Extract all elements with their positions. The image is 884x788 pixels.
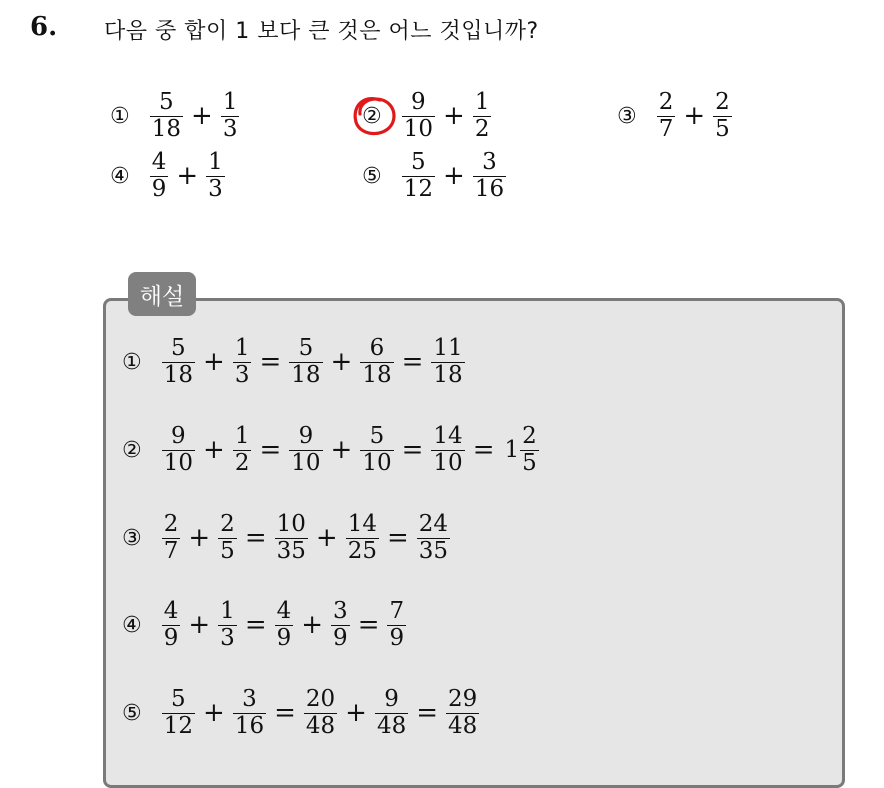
fraction: $\frac{4}{9}$: [163, 598, 179, 651]
fraction: $\frac{2}{7}$: [658, 89, 674, 142]
solution-line-4: [122, 599, 410, 652]
question-text: 다음 중 합이 1 보다 큰 것은 어느 것입니까?: [104, 19, 539, 44]
plus-sign: +: [188, 610, 211, 641]
fraction: $\frac{14}{25}$: [347, 511, 377, 564]
fraction: $\frac{1}{3}$: [220, 598, 235, 651]
plus-sign: +: [191, 101, 213, 132]
solution-line-3: [122, 512, 454, 565]
equals-sign: =: [274, 698, 296, 729]
choice-1[interactable]: [110, 90, 243, 143]
fraction: $\frac{7}{9}$: [389, 598, 405, 651]
choice-1-number: ①: [110, 103, 130, 129]
plus-sign: +: [203, 435, 225, 466]
fraction: $\frac{24}{35}$: [418, 511, 449, 564]
fraction: $\frac{10}{35}$: [276, 511, 306, 564]
fraction: $\frac{4}{9}$: [276, 598, 292, 651]
fraction: $\frac{5}{18}$: [163, 335, 194, 388]
plus-sign: +: [188, 523, 211, 554]
fraction: $\frac{1}{3}$: [234, 335, 250, 388]
solution-number: ①: [122, 349, 142, 375]
fraction: $\frac{9}{48}$: [376, 686, 407, 739]
equals-sign: =: [472, 435, 495, 466]
plus-sign: +: [443, 161, 465, 192]
equals-sign: =: [401, 435, 424, 466]
solution-number: ⑤: [122, 700, 142, 726]
choice-3-number: ③: [617, 103, 637, 129]
fraction: $\frac{9}{10}$: [163, 423, 194, 476]
equals-sign: =: [401, 347, 424, 378]
fraction: $\frac{5}{18}$: [291, 335, 321, 388]
fraction: $\frac{29}{48}$: [448, 686, 478, 739]
fraction: $\frac{9}{10}$: [291, 423, 321, 476]
equals-sign: =: [244, 523, 267, 554]
solution-number: ④: [122, 612, 142, 638]
choice-4[interactable]: [110, 150, 229, 203]
fraction: $\frac{9}{10}$: [403, 89, 434, 142]
fraction: $\frac{1}{3}$: [208, 149, 223, 202]
plus-sign: +: [203, 698, 225, 729]
solution-line-1: [122, 336, 469, 389]
plus-sign: +: [683, 101, 706, 132]
equals-sign: =: [357, 610, 380, 641]
fraction: $\frac{2}{7}$: [163, 511, 179, 564]
solution-number: ②: [122, 437, 142, 463]
mixed-number-whole: 1: [504, 437, 520, 464]
fraction: $\frac{5}{12}$: [403, 149, 434, 202]
plus-sign: +: [176, 161, 199, 192]
fraction: $\frac{11}{18}$: [433, 335, 463, 388]
explanation-label: 해설: [128, 272, 196, 316]
fraction: $\frac{4}{9}$: [151, 149, 167, 202]
solution-line-2: [122, 424, 543, 477]
choice-5[interactable]: [362, 150, 510, 203]
fraction: $\frac{3}{16}$: [474, 149, 505, 202]
choice-5-number: ⑤: [362, 163, 382, 189]
solution-line-5: [122, 687, 483, 740]
fraction: $\frac{1}{2}$: [474, 89, 490, 142]
plus-sign: +: [203, 347, 225, 378]
equals-sign: =: [386, 523, 409, 554]
choice-2[interactable]: [362, 90, 495, 143]
choice-3[interactable]: [617, 90, 736, 143]
equals-sign: =: [259, 347, 282, 378]
fraction: $\frac{3}{9}$: [333, 598, 348, 651]
equals-sign: =: [244, 610, 267, 641]
fraction: $\frac{5}{10}$: [362, 423, 392, 476]
fraction: $\frac{14}{10}$: [433, 423, 463, 476]
fraction: $\frac{5}{12}$: [163, 686, 194, 739]
fraction: $\frac{1}{3}$: [222, 89, 238, 142]
fraction: $\frac{2}{5}$: [715, 89, 730, 142]
solution-number: ③: [122, 525, 142, 551]
fraction: $\frac{1}{2}$: [234, 423, 250, 476]
plus-sign: +: [443, 101, 465, 132]
fraction: $\frac{2}{5}$: [522, 423, 537, 476]
answer-circle-mark: [350, 94, 400, 138]
fraction: $\frac{5}{18}$: [151, 89, 182, 142]
fraction: $\frac{3}{16}$: [234, 686, 265, 739]
plus-sign: +: [330, 435, 353, 466]
plus-sign: +: [345, 698, 367, 729]
fraction: $\frac{2}{5}$: [220, 511, 235, 564]
choice-2-number: ②: [362, 104, 382, 129]
equals-sign: =: [259, 435, 282, 466]
fraction: $\frac{6}{18}$: [362, 335, 392, 388]
plus-sign: +: [330, 347, 353, 378]
choice-4-number: ④: [110, 163, 130, 189]
plus-sign: +: [315, 523, 338, 554]
question-number: 6.: [30, 12, 58, 42]
equals-sign: =: [416, 698, 439, 729]
fraction: $\frac{20}{48}$: [305, 686, 336, 739]
plus-sign: +: [301, 610, 324, 641]
